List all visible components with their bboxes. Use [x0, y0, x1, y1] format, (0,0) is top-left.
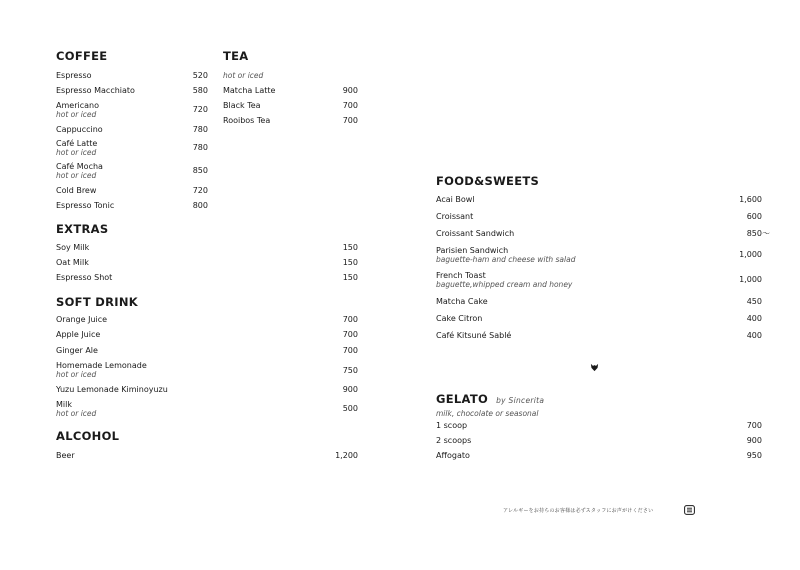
coffee-title: COFFEE — [56, 49, 108, 63]
menu-item-name: Matcha Cake — [436, 297, 488, 306]
menu-item-note: hot or iced — [56, 110, 97, 119]
menu-item-name: Cold Brew — [56, 186, 97, 195]
gelato-note: milk, chocolate or seasonal — [436, 409, 539, 418]
menu-item-name: Café Latte hot or iced — [56, 139, 98, 157]
menu-item-price: 1,200 — [335, 451, 358, 460]
menu-item-note: hot or iced — [56, 148, 97, 157]
menu-item-price: 450 — [746, 297, 762, 306]
menu-item-price: 700 — [342, 346, 358, 355]
menu-item-price: 600 — [746, 212, 762, 221]
menu-item-price: 580 — [192, 86, 208, 95]
menu-item-price: 850～ — [746, 229, 770, 238]
menu-item-name: Milk hot or iced — [56, 400, 97, 418]
gelato-title: GELATO by Sincerita — [436, 392, 545, 406]
allergy-notice: アレルギーをお持ちのお客様は必ずスタッフにお声がけください — [503, 508, 654, 514]
menu-item-name: Ginger Ale — [56, 346, 98, 355]
menu-item-price: 150 — [342, 258, 358, 267]
menu-item-note: hot or iced — [56, 370, 97, 379]
extras-title: EXTRAS — [56, 222, 109, 236]
menu-item-name: Black Tea — [223, 101, 261, 110]
menu-item-price: 900 — [342, 385, 358, 394]
menu-item-name: Croissant Sandwich — [436, 229, 515, 238]
menu-item-name: Apple Juice — [56, 330, 101, 339]
menu-item-price: 700 — [342, 330, 358, 339]
menu-item-name: Americano hot or iced — [56, 101, 99, 119]
menu-item-name: Café Kitsuné Sablé — [436, 331, 512, 340]
soft-drink-title: SOFT DRINK — [56, 295, 138, 309]
menu-item-price: 720 — [192, 105, 208, 114]
menu-item-name: 1 scoop — [436, 421, 468, 430]
menu-item-price: 500 — [342, 404, 358, 413]
menu-item-price: 700 — [342, 116, 358, 125]
menu-item-name: Espresso — [56, 71, 92, 80]
menu-item-name: Cappuccino — [56, 125, 103, 134]
allergy-warning-icon — [684, 505, 695, 515]
menu-item-price: 800 — [192, 201, 208, 210]
menu-item-price: 1,600 — [739, 195, 762, 204]
menu-item-price: 780 — [192, 125, 208, 134]
menu-item-price: 720 — [192, 186, 208, 195]
food-sweets-title: FOOD&SWEETS — [436, 174, 540, 188]
menu-item-price: 700 — [746, 421, 762, 430]
menu-item-name: Matcha Latte — [223, 86, 276, 95]
menu-item-name: Affogato — [436, 451, 470, 460]
menu-item-note: hot or iced — [56, 409, 97, 418]
menu-item-name: Parisien Sandwich baguette-ham and cheese with salad — [436, 246, 576, 264]
menu-item-name: Café Mocha hot or iced — [56, 162, 103, 180]
menu-item-name: French Toast baguette,whipped cream and honey — [436, 271, 573, 289]
menu-item-note: hot or iced — [56, 171, 97, 180]
fox-logo-icon — [590, 363, 599, 372]
menu-item-price: 400 — [746, 314, 762, 323]
menu-item-name: Espresso Macchiato — [56, 86, 135, 95]
menu-item-price: 700 — [342, 315, 358, 324]
menu-item-price: 950 — [746, 451, 762, 460]
menu-item-price: 780 — [192, 143, 208, 152]
menu-item-price: 400 — [746, 331, 762, 340]
menu-item-note: baguette,whipped cream and honey — [436, 280, 573, 289]
menu-item-name: 2 scoops — [436, 436, 472, 445]
menu-item-price: 700 — [342, 101, 358, 110]
menu-item-name: Yuzu Lemonade Kiminoyuzu — [56, 385, 168, 394]
menu-item-name: Cake Citron — [436, 314, 483, 323]
menu-item-price: 850 — [192, 166, 208, 175]
menu-item-name: Oat Milk — [56, 258, 89, 267]
menu-item-name: Homemade Lemonade hot or iced — [56, 361, 147, 379]
menu-item-price: 900 — [342, 86, 358, 95]
menu-item-note: baguette-ham and cheese with salad — [436, 255, 576, 264]
menu-item-name: Soy Milk — [56, 243, 90, 252]
menu-item-price: 520 — [192, 71, 208, 80]
menu-item-price: 1,000 — [739, 250, 762, 259]
menu-item-price: 150 — [342, 273, 358, 282]
menu-item-name: Espresso Shot — [56, 273, 113, 282]
alcohol-title: ALCOHOL — [56, 429, 120, 443]
menu-item-price: 750 — [342, 366, 358, 375]
menu-item-name: Acai Bowl — [436, 195, 475, 204]
menu-item-name: Rooibos Tea — [223, 116, 271, 125]
menu-item-name: Orange Juice — [56, 315, 108, 324]
gelato-byline: by Sincerita — [496, 396, 545, 405]
menu-item-price: 1,000 — [739, 275, 762, 284]
menu-item-price: 900 — [746, 436, 762, 445]
tea-note: hot or iced — [223, 71, 264, 80]
menu-item-name: Croissant — [436, 212, 474, 221]
menu-item-name: Espresso Tonic — [56, 201, 115, 210]
menu-item-name: Beer — [56, 451, 75, 460]
tea-title: TEA — [223, 49, 249, 63]
menu-item-price: 150 — [342, 243, 358, 252]
